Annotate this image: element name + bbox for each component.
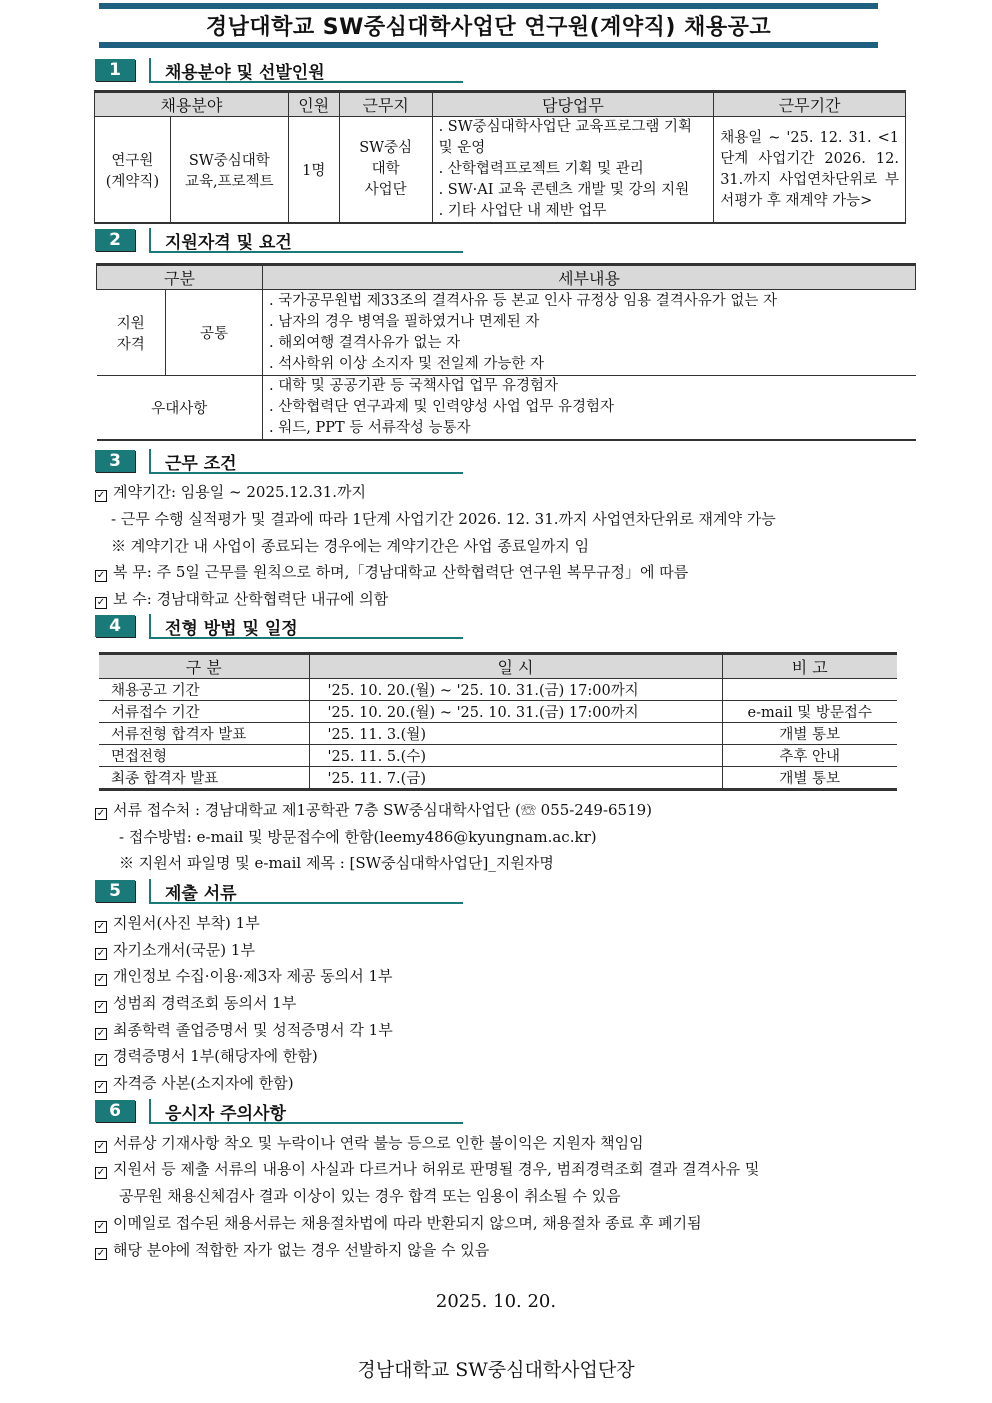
checkbox-icon: ✓ (96, 1248, 106, 1259)
section-label: 제출 서류 (165, 884, 237, 904)
position-cell: 연구원 (계약직) (95, 117, 171, 224)
date-cell: '25. 11. 5.(수) (309, 745, 722, 767)
page-title: 경남대학교 SW중심대학사업단 연구원(계약직) 채용공고 (205, 15, 772, 40)
col-header: 근무지 (339, 92, 432, 117)
section-header-5 (95, 879, 465, 905)
place-cell: SW중심 대학 사업단 (339, 117, 432, 224)
checkbox-icon: ✓ (96, 808, 106, 819)
section-header-6 (95, 1099, 465, 1125)
duty-item: . SW·AI 교육 콘텐츠 개발 및 강의 지원 (438, 182, 690, 198)
table-row (99, 745, 897, 767)
date-cell: '25. 11. 3.(월) (309, 723, 722, 745)
document-item (95, 1019, 393, 1040)
note-item (95, 1212, 702, 1233)
note-cell: 추후 안내 (722, 745, 897, 767)
submission-note: ※ 지원서 파일명 및 e-mail 제목 : [SW중심대학사업단]_지원자명 (119, 854, 554, 872)
col-header: 구분 (97, 265, 263, 290)
checkbox-icon: ✓ (96, 1028, 106, 1039)
preference-item: . 워드, PPT 등 서류작성 능통자 (269, 420, 471, 436)
section-number: 3 (95, 450, 135, 472)
requirement-item: . 국가공무원법 제33조의 결격사유 등 본교 인사 규정상 임용 결격사유가 없는 자 (269, 292, 777, 309)
stage-cell: 채용공고 기간 (99, 679, 309, 701)
note-item (95, 1158, 759, 1179)
note-cell: e-mail 및 방문접수 (722, 701, 897, 723)
date-cell: '25. 10. 20.(월) ~ '25. 10. 31.(금) 17:00까지 (309, 679, 722, 701)
col-header: 채용분야 (95, 92, 289, 117)
preference-item: . 대학 및 공공기관 등 국책사업 업무 유경험자 (269, 378, 558, 394)
stage-cell: 서류전형 합격자 발표 (99, 723, 309, 745)
table-row (99, 723, 897, 745)
document-text: 자기소개서(국문) 1부 (113, 941, 255, 959)
date-cell: '25. 11. 7.(금) (309, 767, 722, 790)
section-header-2 (95, 228, 465, 254)
note-cell (722, 679, 897, 701)
col-header: 담당업무 (432, 92, 714, 117)
section-label: 채용분야 및 선발인원 (165, 63, 325, 83)
checkbox-icon: ✓ (96, 597, 106, 608)
checkbox-icon: ✓ (96, 1221, 106, 1232)
document-text: 성범죄 경력조회 동의서 1부 (113, 994, 297, 1012)
duty-item: . 산학협력프로젝트 기획 및 관리 (438, 161, 644, 177)
duties-cell (432, 117, 714, 224)
col-header: 구 분 (99, 654, 309, 679)
notice-date: 2025. 10. 20. (435, 1291, 557, 1312)
section-header-1 (95, 58, 465, 84)
col-header: 일 시 (309, 654, 722, 679)
submission-item (95, 799, 652, 820)
title-top-rule (99, 3, 878, 9)
field-cell: SW중심대학 교육,프로젝트 (170, 117, 288, 224)
document-item (95, 939, 255, 960)
document-item (95, 912, 260, 933)
preference-item: . 산학협력단 연구과제 및 인력양성 사업 업무 유경험자 (269, 399, 615, 415)
preference-list (263, 376, 916, 441)
document-text: 개인정보 수집·이용·제3자 제공 동의서 1부 (113, 967, 393, 985)
stage-cell: 면접전형 (99, 745, 309, 767)
checkbox-icon: ✓ (96, 948, 106, 959)
requirement-item: . 해외여행 결격사유가 없는 자 (269, 334, 461, 351)
condition-text: 보 수: 경남대학교 산학협력단 내규에 의함 (113, 590, 389, 608)
section-header-3 (95, 449, 465, 475)
note-text: 해당 분야에 적합한 자가 없는 경우 선발하지 않을 수 있음 (113, 1241, 490, 1259)
condition-item (95, 481, 366, 502)
qualification-label: 지원 자격 (97, 290, 166, 376)
note-cell: 개별 통보 (722, 767, 897, 790)
checkbox-icon: ✓ (96, 490, 106, 501)
note-item (95, 1239, 489, 1260)
period-cell: 채용일 ~ '25. 12. 31. <1단계 사업기간 2026. 12. 31.까지 사업연차단위로 부서평가 후 재계약 가능> (714, 117, 906, 224)
section-label: 지원자격 및 요건 (165, 233, 292, 253)
col-header: 근무기간 (714, 92, 906, 117)
note-text: 서류상 기재사항 착오 및 누락이나 연락 불능 등으로 인한 불이익은 지원자 책임임 (113, 1134, 644, 1152)
stage-cell: 서류접수 기간 (99, 701, 309, 723)
table-row (99, 767, 897, 790)
document-text: 자격증 사본(소지자에 한함) (113, 1074, 294, 1092)
section-number: 1 (95, 59, 135, 81)
requirement-item: . 남자의 경우 병역을 필하였거나 면제된 자 (269, 313, 540, 330)
schedule-table (99, 652, 897, 791)
col-header: 비 고 (722, 654, 897, 679)
document-item (95, 965, 393, 986)
condition-text: 계약기간: 임용일 ~ 2025.12.31.까지 (113, 483, 366, 501)
note-continuation: 공무원 채용신체검사 결과 이상이 있는 경우 합격 또는 임용이 취소될 수 있음 (119, 1187, 621, 1205)
checkbox-icon: ✓ (96, 921, 106, 932)
section-label: 응시자 주의사항 (165, 1104, 286, 1124)
document-item (95, 1072, 294, 1093)
condition-text: 복 무: 주 5일 근무를 원칙으로 하며,「경남대학교 산학협력단 연구원 복무규정」에 따름 (113, 563, 689, 581)
section-number: 5 (95, 880, 135, 902)
checkbox-icon: ✓ (96, 1001, 106, 1012)
section-header-4 (95, 614, 465, 640)
condition-note: ※ 계약기간 내 사업이 종료되는 경우에는 계약기간은 사업 종료일까지 임 (111, 537, 590, 555)
common-requirements (263, 290, 916, 376)
col-header: 세부내용 (263, 265, 916, 290)
checkbox-icon: ✓ (96, 1167, 106, 1178)
note-text: 이메일로 접수된 채용서류는 채용절차법에 따라 반환되지 않으며, 채용절차 종료 후 폐기됨 (113, 1214, 702, 1232)
document-text: 경력증명서 1부(해당자에 한함) (113, 1047, 318, 1065)
submission-text: 서류 접수처 : 경남대학교 제1공학관 7층 SW중심대학사업단 (☏ 055-249-6519) (113, 801, 653, 819)
signer: 경남대학교 SW중심대학사업단장 (357, 1359, 635, 1381)
title-bottom-rule (99, 42, 878, 48)
checkbox-icon: ✓ (96, 570, 106, 581)
note-text: 지원서 등 제출 서류의 내용이 사실과 다르거나 허위로 판명될 경우, 범죄경력조회 결과 결격사유 및 (113, 1160, 760, 1178)
submission-method: - 접수방법: e-mail 및 방문접수에 한함(leemy486@kyungnam.ac.kr) (119, 828, 597, 846)
requirement-item: . 석사학위 이상 소지자 및 전일제 가능한 자 (269, 355, 544, 372)
section-label: 전형 방법 및 일정 (165, 619, 298, 639)
count-cell: 1명 (288, 117, 339, 224)
qualification-table (96, 263, 916, 441)
common-label: 공통 (166, 290, 263, 376)
duty-item: . 기타 사업단 내 제반 업무 (438, 203, 607, 219)
preference-label: 우대사항 (97, 376, 263, 441)
condition-item (95, 588, 388, 609)
duty-item: . SW중심대학사업단 교육프로그램 기획 및 운영 (438, 119, 692, 156)
checkbox-icon: ✓ (96, 1141, 106, 1152)
document-text: 지원서(사진 부착) 1부 (113, 914, 260, 932)
document-item (95, 992, 296, 1013)
checkbox-icon: ✓ (96, 974, 106, 985)
date-cell: '25. 10. 20.(월) ~ '25. 10. 31.(금) 17:00까지 (309, 701, 722, 723)
section-number: 4 (95, 615, 135, 637)
recruitment-table (94, 90, 906, 224)
table-row (99, 679, 897, 701)
condition-subitem: - 근무 수행 실적평가 및 결과에 따라 1단계 사업기간 2026. 12. 31.까지 사업연차단위로 재계약 가능 (111, 510, 776, 528)
document-item (95, 1045, 318, 1066)
condition-item (95, 561, 688, 582)
checkbox-icon: ✓ (96, 1054, 106, 1065)
note-cell: 개별 통보 (722, 723, 897, 745)
document-text: 최종학력 졸업증명서 및 성적증명서 각 1부 (113, 1021, 393, 1039)
table-row (99, 701, 897, 723)
note-item (95, 1132, 644, 1153)
section-label: 근무 조건 (165, 454, 237, 474)
section-number: 6 (95, 1100, 135, 1122)
section-number: 2 (95, 229, 135, 251)
col-header: 인원 (288, 92, 339, 117)
checkbox-icon: ✓ (96, 1081, 106, 1092)
stage-cell: 최종 합격자 발표 (99, 767, 309, 790)
